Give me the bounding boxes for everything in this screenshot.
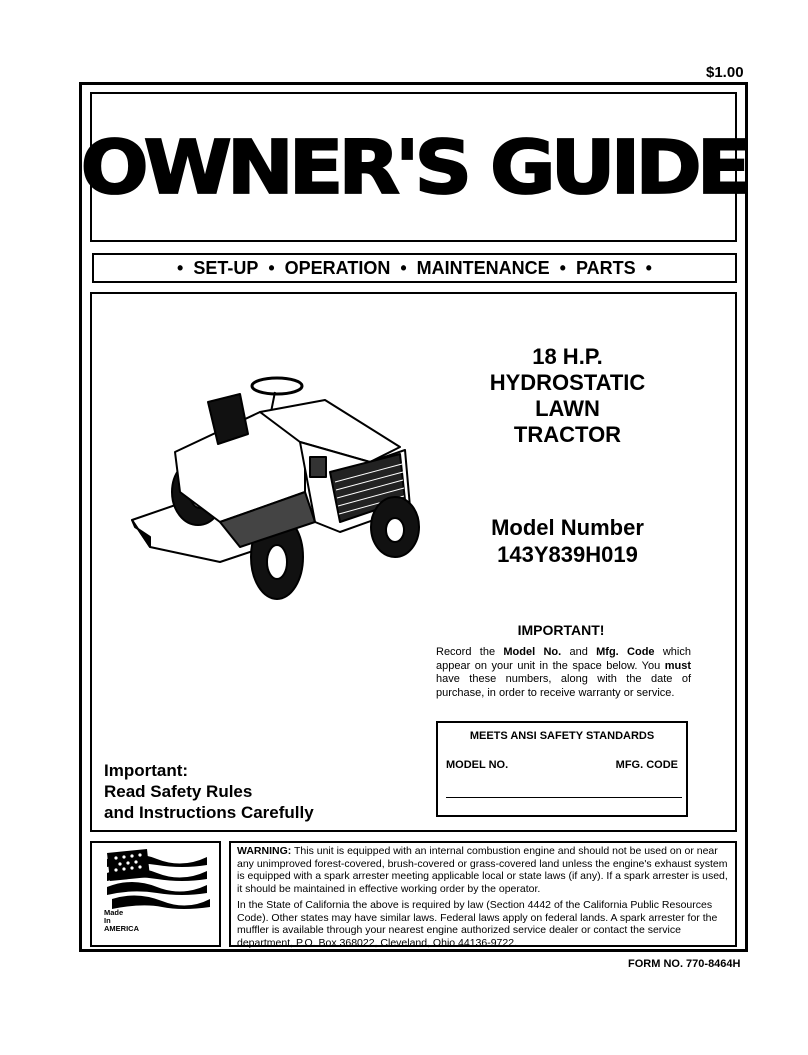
bullet: • (645, 257, 652, 278)
ansi-title: MEETS ANSI SAFETY STANDARDS (469, 730, 655, 742)
bullet: • (177, 257, 184, 278)
important-text-bold: Model No. (503, 646, 562, 658)
title-box (80, 92, 747, 242)
important-text-part: which appear on your unit in the space below. You (436, 646, 691, 672)
safety-line: Important: (104, 761, 189, 780)
made-in-line: AMERICA (104, 924, 139, 933)
safety-notice (104, 760, 314, 823)
product-type: HYDROSTATIC (489, 370, 646, 395)
important-text-part: Record the (436, 646, 504, 658)
model-block (455, 514, 680, 568)
product-hp: 18 H.P. (532, 344, 603, 369)
important-text-bold: Mfg. Code (596, 646, 655, 658)
form-number: FORM NO. 770-8464H (628, 958, 741, 970)
section-parts: PARTS (575, 257, 636, 278)
mfg-code-label: MFG. CODE (615, 759, 678, 771)
important-text-part: have these numbers, along with the date of purchase, in order to receive warranty or service. (436, 673, 691, 699)
american-flag-icon (102, 849, 212, 911)
made-in-line: Made (104, 908, 124, 917)
bullet: • (559, 257, 566, 278)
important-text-part: and (561, 646, 597, 658)
product-name (455, 344, 680, 448)
ansi-record-box (436, 721, 688, 817)
page-title: OWNER'S GUIDE (80, 124, 747, 210)
lawn-tractor-illustration (130, 372, 430, 604)
warning-paragraph (237, 899, 729, 949)
warning-box (229, 841, 737, 947)
warning-paragraph (237, 845, 729, 895)
product-lawn: LAWN (535, 396, 600, 421)
price-label: $1.00 (706, 64, 744, 81)
important-heading: IMPORTANT! (517, 622, 605, 638)
product-tractor: TRACTOR (513, 422, 622, 447)
warning-text: In the State of California the above is required by law (Section 4442 of the California Public Resources Code). Other states may have similar laws. Federal laws apply on federal lands. A spark arrester for the muffler is available through your nearest engine authorized service dealer or contact the service department, P.O. Box 368022, Cleveland, Ohio 44136-9722. (237, 899, 718, 949)
made-in-america-box (90, 841, 221, 947)
warning-label: WARNING: (237, 845, 292, 857)
record-line (446, 797, 682, 798)
section-bar (92, 253, 737, 283)
model-number: 143Y839H019 (497, 542, 638, 567)
safety-line: and Instructions Carefully (104, 803, 314, 822)
section-setup: SET-UP (193, 257, 259, 278)
made-in-line: In (104, 916, 111, 925)
important-text-bold: must (664, 659, 691, 672)
warning-text: This unit is equipped with an internal combustion engine and should not be used on or near any unimproved forest-covered, brush-covered or grass-covered land unless the engine's exhaust system is equipped with a spark arrester meeting applicable local or state laws (if any). If a spark arrester is used, it should be maintained in effective working order by the operator. (237, 845, 728, 895)
important-text (436, 646, 691, 700)
model-label: Model Number (491, 515, 644, 540)
section-maintenance: MAINTENANCE (416, 257, 550, 278)
made-in-label (104, 909, 139, 933)
section-operation: OPERATION (284, 257, 391, 278)
bullet: • (400, 257, 407, 278)
model-no-label: MODEL NO. (446, 759, 509, 771)
bullet: • (268, 257, 275, 278)
safety-line: Read Safety Rules (104, 782, 253, 801)
